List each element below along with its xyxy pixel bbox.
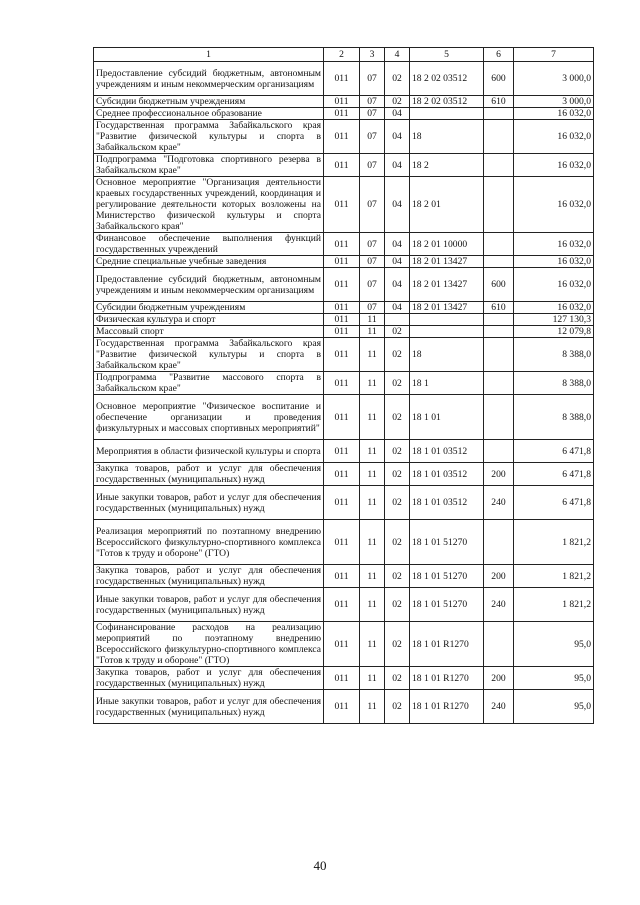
table-row [94, 486, 594, 520]
row-code-subsection: 02 [385, 96, 410, 108]
row-code-subsection: 02 [385, 440, 410, 463]
table-row [94, 96, 594, 108]
row-code-admin: 011 [324, 268, 360, 302]
row-code-target: 18 1 01 51270 [410, 588, 484, 622]
row-code-expense [484, 154, 514, 177]
row-code-expense: 200 [484, 463, 514, 486]
row-code-target: 18 2 02 03512 [410, 96, 484, 108]
row-code-subsection: 04 [385, 108, 410, 120]
row-code-admin: 011 [324, 62, 360, 96]
row-code-target: 18 1 01 R1270 [410, 690, 484, 724]
row-code-section: 11 [360, 690, 385, 724]
row-code-expense: 200 [484, 565, 514, 588]
row-code-admin: 011 [324, 314, 360, 326]
row-name: Мероприятия в области физической культуры и спорта [94, 440, 324, 463]
table-body [94, 62, 594, 724]
row-name: Государственная программа Забайкальского края "Развитие физической культуры и спорта в Забайкальском крае" [94, 120, 324, 154]
table-row [94, 338, 594, 372]
row-code-target: 18 1 01 [410, 395, 484, 440]
row-code-section: 11 [360, 440, 385, 463]
row-name: Финансовое обеспечение выполнения функций государственных учреждений [94, 233, 324, 256]
row-amount: 16 032,0 [514, 154, 594, 177]
row-amount: 8 388,0 [514, 372, 594, 395]
row-code-section: 11 [360, 338, 385, 372]
header-cell: 5 [410, 48, 484, 62]
table-row [94, 622, 594, 667]
row-code-admin: 011 [324, 96, 360, 108]
row-amount: 16 032,0 [514, 108, 594, 120]
row-code-section: 07 [360, 108, 385, 120]
row-code-admin: 011 [324, 108, 360, 120]
row-code-subsection: 02 [385, 372, 410, 395]
table-row [94, 372, 594, 395]
row-code-section: 11 [360, 486, 385, 520]
row-code-expense [484, 440, 514, 463]
row-code-expense [484, 233, 514, 256]
row-code-section: 07 [360, 120, 385, 154]
row-amount: 95,0 [514, 667, 594, 690]
row-code-admin: 011 [324, 690, 360, 724]
table-row [94, 268, 594, 302]
row-amount: 6 471,8 [514, 486, 594, 520]
row-code-expense: 600 [484, 62, 514, 96]
table-row [94, 302, 594, 314]
row-code-admin: 011 [324, 463, 360, 486]
row-name: Иные закупки товаров, работ и услуг для обеспечения государственных (муниципальных) нужд [94, 588, 324, 622]
row-code-subsection: 02 [385, 690, 410, 724]
row-code-target [410, 108, 484, 120]
row-code-target: 18 [410, 338, 484, 372]
row-code-target: 18 2 01 13427 [410, 302, 484, 314]
row-code-admin: 011 [324, 154, 360, 177]
row-code-section: 07 [360, 302, 385, 314]
row-code-section: 07 [360, 177, 385, 233]
row-code-target: 18 1 01 R1270 [410, 667, 484, 690]
row-amount: 95,0 [514, 622, 594, 667]
row-code-admin: 011 [324, 177, 360, 233]
table-row [94, 256, 594, 268]
row-code-target: 18 2 02 03512 [410, 62, 484, 96]
row-code-target: 18 1 01 51270 [410, 565, 484, 588]
row-name: Массовый спорт [94, 326, 324, 338]
row-amount: 16 032,0 [514, 177, 594, 233]
row-code-subsection: 04 [385, 256, 410, 268]
row-code-expense [484, 338, 514, 372]
table-row [94, 154, 594, 177]
row-code-section: 11 [360, 622, 385, 667]
row-code-expense [484, 520, 514, 565]
row-code-subsection: 02 [385, 486, 410, 520]
row-amount: 8 388,0 [514, 338, 594, 372]
row-code-admin: 011 [324, 326, 360, 338]
table-row [94, 314, 594, 326]
row-code-expense: 610 [484, 302, 514, 314]
row-amount: 16 032,0 [514, 120, 594, 154]
row-name: Закупка товаров, работ и услуг для обеспечения государственных (муниципальных) нужд [94, 667, 324, 690]
row-code-expense: 610 [484, 96, 514, 108]
row-code-subsection: 02 [385, 326, 410, 338]
row-name: Субсидии бюджетным учреждениям [94, 302, 324, 314]
row-amount: 1 821,2 [514, 520, 594, 565]
row-name: Предоставление субсидий бюджетным, автономным учреждениям и иным некоммерческим организациям [94, 268, 324, 302]
row-code-subsection: 04 [385, 120, 410, 154]
row-code-admin: 011 [324, 565, 360, 588]
page-number: 40 [313, 858, 327, 873]
row-amount: 1 821,2 [514, 588, 594, 622]
row-amount: 16 032,0 [514, 256, 594, 268]
row-code-subsection: 02 [385, 62, 410, 96]
table-row [94, 108, 594, 120]
row-amount: 16 032,0 [514, 302, 594, 314]
row-code-section: 07 [360, 256, 385, 268]
row-code-target: 18 2 01 13427 [410, 256, 484, 268]
row-code-section: 11 [360, 314, 385, 326]
row-code-subsection: 02 [385, 520, 410, 565]
row-code-target: 18 [410, 120, 484, 154]
row-code-admin: 011 [324, 667, 360, 690]
row-amount: 8 388,0 [514, 395, 594, 440]
row-name: Физическая культура и спорт [94, 314, 324, 326]
row-code-expense [484, 622, 514, 667]
row-code-expense: 600 [484, 268, 514, 302]
header-cell: 6 [484, 48, 514, 62]
row-code-target: 18 1 01 03512 [410, 486, 484, 520]
row-name: Подпрограмма "Подготовка спортивного резерва в Забайкальском крае" [94, 154, 324, 177]
row-code-target: 18 2 01 10000 [410, 233, 484, 256]
row-code-expense: 240 [484, 588, 514, 622]
table-row [94, 690, 594, 724]
row-amount: 16 032,0 [514, 233, 594, 256]
budget-table [93, 47, 594, 724]
row-code-section: 11 [360, 326, 385, 338]
row-name: Подпрограмма "Развитие массового спорта в Забайкальском крае" [94, 372, 324, 395]
row-code-expense [484, 395, 514, 440]
header-cell: 3 [360, 48, 385, 62]
row-name: Субсидии бюджетным учреждениям [94, 96, 324, 108]
row-code-target: 18 1 [410, 372, 484, 395]
table-row [94, 395, 594, 440]
row-code-subsection: 04 [385, 154, 410, 177]
row-code-admin: 011 [324, 256, 360, 268]
header-cell: 2 [324, 48, 360, 62]
row-code-subsection: 04 [385, 268, 410, 302]
header-cell: 1 [94, 48, 324, 62]
row-code-target: 18 2 01 13427 [410, 268, 484, 302]
row-code-target: 18 2 [410, 154, 484, 177]
row-code-admin: 011 [324, 486, 360, 520]
row-code-admin: 011 [324, 338, 360, 372]
row-name: Предоставление субсидий бюджетным, автономным учреждениям и иным некоммерческим организациям [94, 62, 324, 96]
row-code-expense [484, 108, 514, 120]
header-row [94, 48, 594, 62]
row-code-section: 07 [360, 154, 385, 177]
row-code-section: 11 [360, 588, 385, 622]
row-code-expense [484, 120, 514, 154]
row-code-section: 07 [360, 233, 385, 256]
row-code-subsection: 04 [385, 233, 410, 256]
row-amount: 6 471,8 [514, 463, 594, 486]
row-code-subsection: 02 [385, 667, 410, 690]
row-code-target: 18 1 01 R1270 [410, 622, 484, 667]
table-row [94, 588, 594, 622]
row-code-section: 11 [360, 565, 385, 588]
row-code-admin: 011 [324, 520, 360, 565]
row-code-target: 18 2 01 [410, 177, 484, 233]
table-row [94, 233, 594, 256]
row-code-subsection: 02 [385, 395, 410, 440]
row-code-expense: 200 [484, 667, 514, 690]
row-code-subsection: 02 [385, 622, 410, 667]
row-code-subsection: 02 [385, 565, 410, 588]
table-row [94, 177, 594, 233]
row-code-admin: 011 [324, 440, 360, 463]
row-code-section: 07 [360, 268, 385, 302]
row-code-admin: 011 [324, 372, 360, 395]
table-row [94, 463, 594, 486]
row-code-target [410, 326, 484, 338]
row-name: Реализация мероприятий по поэтапному внедрению Всероссийского физкультурно-спортивного комплекса "Готов к труду и обороне" (ГТО) [94, 520, 324, 565]
row-code-expense: 240 [484, 486, 514, 520]
row-name: Закупка товаров, работ и услуг для обеспечения государственных (муниципальных) нужд [94, 565, 324, 588]
row-code-subsection: 02 [385, 338, 410, 372]
row-code-subsection [385, 314, 410, 326]
row-code-expense [484, 177, 514, 233]
row-name: Закупка товаров, работ и услуг для обеспечения государственных (муниципальных) нужд [94, 463, 324, 486]
row-name: Иные закупки товаров, работ и услуг для обеспечения государственных (муниципальных) нужд [94, 690, 324, 724]
row-code-expense [484, 314, 514, 326]
row-amount: 6 471,8 [514, 440, 594, 463]
table-row [94, 565, 594, 588]
row-amount: 1 821,2 [514, 565, 594, 588]
row-code-expense [484, 326, 514, 338]
row-code-admin: 011 [324, 233, 360, 256]
row-code-expense: 240 [484, 690, 514, 724]
table-row [94, 62, 594, 96]
row-code-subsection: 04 [385, 177, 410, 233]
table-row [94, 440, 594, 463]
table-row [94, 520, 594, 565]
row-name: Софинансирование расходов на реализацию мероприятий по поэтапному внедрению Всероссийского физкультурно-спортивного комплекса "Готов к труду и обороне" (ГТО) [94, 622, 324, 667]
table-row [94, 326, 594, 338]
row-code-section: 11 [360, 520, 385, 565]
row-code-admin: 011 [324, 302, 360, 314]
row-amount: 127 130,3 [514, 314, 594, 326]
row-amount: 3 000,0 [514, 96, 594, 108]
row-name: Основное мероприятие "Физическое воспитание и обеспечение организации и проведения физкультурных и массовых спортивных мероприятий" [94, 395, 324, 440]
row-code-section: 07 [360, 96, 385, 108]
row-amount: 95,0 [514, 690, 594, 724]
row-code-section: 11 [360, 667, 385, 690]
row-code-target: 18 1 01 03512 [410, 463, 484, 486]
row-code-section: 11 [360, 463, 385, 486]
row-name: Государственная программа Забайкальского края "Развитие физической культуры и спорта в Забайкальском крае" [94, 338, 324, 372]
row-code-admin: 011 [324, 588, 360, 622]
row-code-subsection: 04 [385, 302, 410, 314]
row-code-target: 18 1 01 51270 [410, 520, 484, 565]
row-amount: 3 000,0 [514, 62, 594, 96]
row-code-subsection: 02 [385, 463, 410, 486]
row-code-admin: 011 [324, 622, 360, 667]
row-code-admin: 011 [324, 395, 360, 440]
row-code-section: 11 [360, 372, 385, 395]
header-cell: 4 [385, 48, 410, 62]
row-code-section: 11 [360, 395, 385, 440]
row-name: Среднее профессиональное образование [94, 108, 324, 120]
row-code-expense [484, 256, 514, 268]
row-code-target: 18 1 01 03512 [410, 440, 484, 463]
row-code-section: 07 [360, 62, 385, 96]
row-name: Иные закупки товаров, работ и услуг для обеспечения государственных (муниципальных) нужд [94, 486, 324, 520]
header-cell: 7 [514, 48, 594, 62]
row-code-expense [484, 372, 514, 395]
row-name: Средние специальные учебные заведения [94, 256, 324, 268]
table-row [94, 667, 594, 690]
row-code-subsection: 02 [385, 588, 410, 622]
row-amount: 16 032,0 [514, 268, 594, 302]
row-name: Основное мероприятие "Организация деятельности краевых государственных учреждений, координация и регулирование деятельности которых возложены на Министерство физической культуры и спорта Забайкальского края" [94, 177, 324, 233]
row-amount: 12 079,8 [514, 326, 594, 338]
row-code-target [410, 314, 484, 326]
row-code-admin: 011 [324, 120, 360, 154]
table-row [94, 120, 594, 154]
